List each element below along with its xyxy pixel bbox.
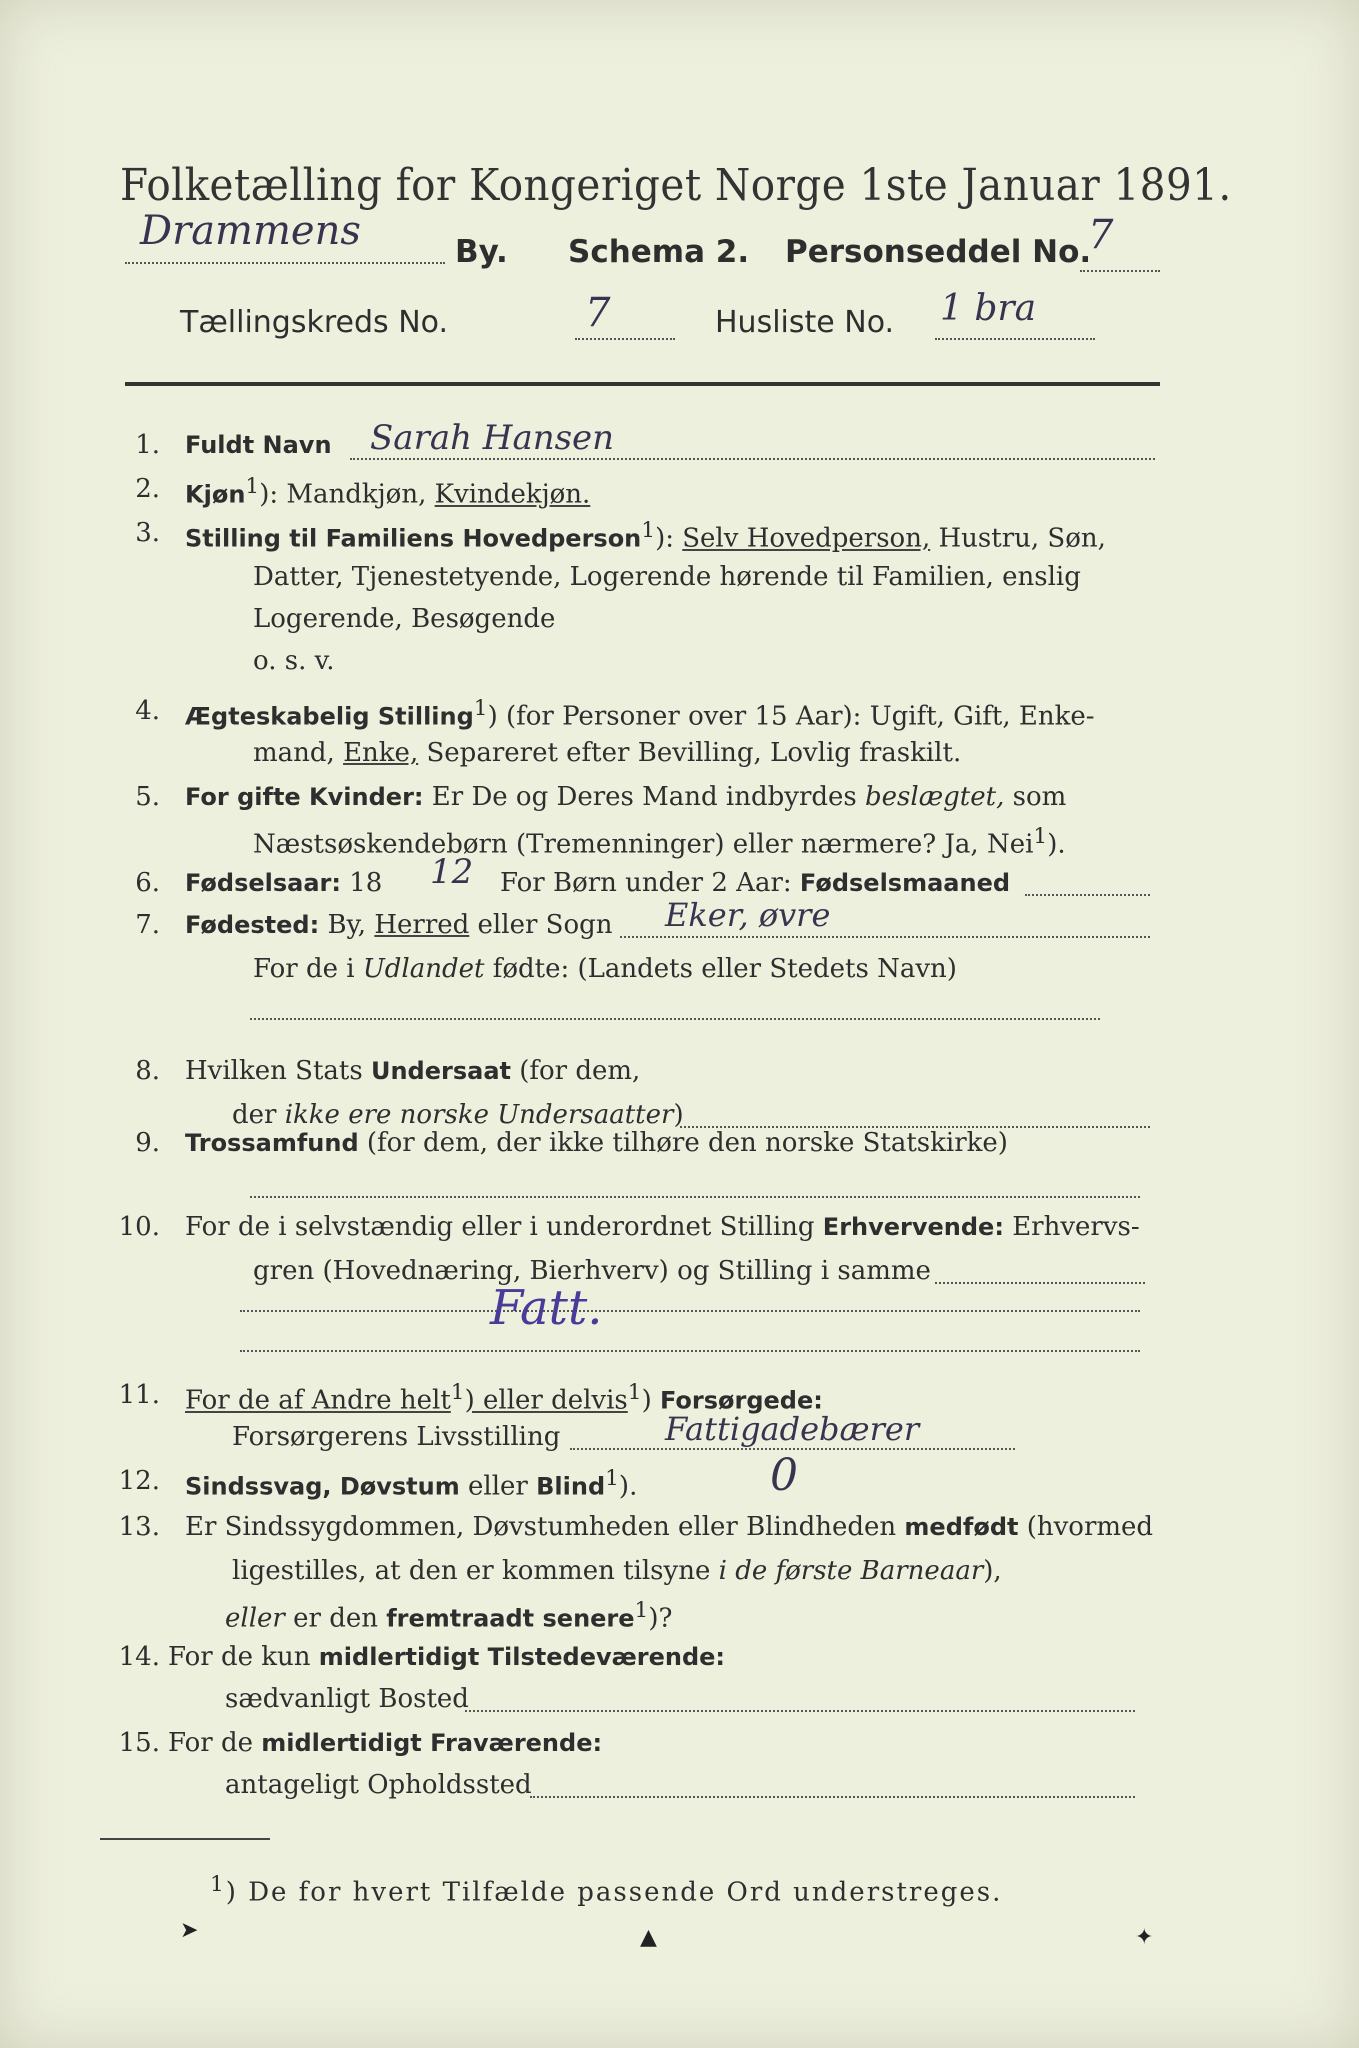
q7-line2: [253, 954, 957, 984]
q12-rest: eller: [459, 1471, 537, 1502]
footnote-rule: [100, 1838, 270, 1840]
q3-label: Stilling til Familiens Hovedperson: [185, 524, 642, 553]
q7-label: Fødested:: [185, 911, 320, 939]
q10-number: 10.: [118, 1212, 160, 1242]
q11-number: 11.: [118, 1380, 160, 1410]
q8-pre: Hvilken Stats: [185, 1056, 371, 1086]
q3-sup: 1: [641, 518, 656, 543]
q14-pre: For de kun: [168, 1642, 319, 1672]
footnote-sup: 1: [210, 1872, 226, 1897]
q10-answer: Fatt.: [490, 1280, 603, 1336]
q12-label2: Blind: [536, 1472, 606, 1501]
q5-line2-text: Næstsøskendebørn (Tremenninger) eller nærmere? Ja, Nei: [253, 829, 1034, 860]
q13-line2-italic: i de første Barneaar: [718, 1556, 984, 1586]
q5-italic: beslægtet,: [865, 782, 1005, 812]
q2-rest: ): Mandkjøn,: [259, 479, 435, 510]
q15-label: midlertidigt Fraværende:: [261, 1729, 603, 1757]
q6-rest: 18: [341, 868, 383, 898]
q13-line2-post: ),: [983, 1556, 1002, 1586]
q2-text: [185, 474, 590, 510]
q2-label: Kjøn: [185, 480, 246, 509]
q3-text: [185, 518, 1106, 554]
schema-label: Schema 2.: [568, 234, 750, 270]
q7-text: [185, 910, 613, 940]
q13-line3-sup: 1: [634, 1598, 649, 1623]
personseddel-label: Personseddel No.: [785, 234, 1092, 270]
q6-after: [500, 868, 1010, 898]
q6-text: [185, 868, 382, 898]
q5-line2: [253, 824, 1066, 860]
q9-number: 9.: [135, 1128, 160, 1158]
q8-number: 8.: [135, 1056, 160, 1086]
q13-text: [185, 1512, 1153, 1542]
q4-label: Ægteskabelig Stilling: [185, 702, 474, 731]
q1-text: [185, 430, 332, 460]
q5-after: som: [1004, 782, 1067, 812]
q10-dotted-line-3: [240, 1350, 1140, 1352]
q13-rest: (hvormed: [1018, 1512, 1154, 1542]
q5-line2-sup: 1: [1033, 824, 1048, 849]
q11-rest: ): [641, 1385, 660, 1416]
kreds-number: 7: [585, 290, 611, 336]
q6-label: Fødselsaar:: [185, 869, 341, 897]
q10-line2: gren (Hovednæring, Bierhverv) og Stilling i samme: [253, 1256, 931, 1286]
q14-text: [168, 1642, 725, 1672]
q1-label: Fuldt Navn: [185, 431, 332, 459]
q12-number: 12.: [118, 1466, 160, 1496]
q14-label: midlertidigt Tilstedeværende:: [318, 1643, 726, 1671]
q13-line2-pre: ligestilles, at den er kommen tilsyne: [232, 1556, 719, 1586]
q8-line2-italic: ikke ere norske Undersaatter: [284, 1100, 674, 1130]
q11-line2: Forsørgerens Livsstilling: [232, 1422, 561, 1452]
q12-after: ).: [618, 1471, 638, 1502]
personseddel-number: 7: [1088, 212, 1114, 258]
q3-line4: o. s. v.: [253, 646, 335, 676]
q4-number: 4.: [135, 696, 160, 726]
kreds-label: Tællingskreds No.: [180, 305, 448, 340]
q8-rest: (for dem,: [510, 1056, 641, 1086]
q10-text: [185, 1212, 1140, 1242]
kreds-dotted-line: [575, 338, 675, 340]
personseddel-dotted-line: [1080, 270, 1160, 272]
q8-line2-post: ): [673, 1100, 684, 1130]
registration-mark-center: ▲: [640, 1925, 657, 1950]
q15-text: [168, 1728, 602, 1758]
q9-label: Trossamfund: [185, 1129, 359, 1157]
q5-label: For gifte Kvinder:: [185, 783, 424, 811]
q7-rest: By,: [319, 910, 375, 940]
q4-rest: ) (for Personer over 15 Aar): Ugift, Gift, Enke-: [487, 701, 1095, 732]
q15-line2: antageligt Opholdssted: [225, 1770, 532, 1800]
q7-line2-post: fødte: (Landets eller Stedets Navn): [484, 954, 957, 984]
husliste-dotted-line: [935, 338, 1095, 340]
q11-answer: Fattigadebærer: [665, 1410, 920, 1448]
q3-underlined: Selv Hovedperson,: [682, 523, 931, 554]
q3-line2: Datter, Tjenestetyende, Logerende hørende til Familien, enslig: [253, 562, 1081, 592]
q13-number: 13.: [118, 1512, 160, 1542]
q7-after: eller Sogn: [469, 910, 613, 940]
q11-label: Forsørgede:: [659, 1386, 823, 1415]
q13-line2: [232, 1556, 1002, 1586]
q15-pre: For de: [168, 1728, 262, 1758]
q11-sup2: 1: [627, 1380, 642, 1405]
q11-sup: 1: [450, 1380, 465, 1405]
q15-number: 15.: [118, 1728, 160, 1758]
city-dotted-line: [125, 262, 445, 264]
q13-line3-italic: eller: [225, 1603, 285, 1634]
q8-text: [185, 1056, 640, 1086]
q7-line2-pre: For de i: [253, 954, 363, 984]
footnote-text: ) De for hvert Tilfælde passende Ord understreges.: [225, 1877, 1003, 1908]
q14-dotted-line: [465, 1710, 1135, 1712]
q13-pre: Er Sindssygdommen, Døvstumheden eller Blindheden: [185, 1512, 905, 1542]
q2-sup: 1: [245, 474, 260, 499]
form-title: Folketælling for Kongeriget Norge 1ste Januar 1891.: [120, 160, 1232, 211]
q5-number: 5.: [135, 782, 160, 812]
q5-rest: Er De og Deres Mand indbyrdes: [423, 782, 866, 812]
q12-sup: 1: [605, 1466, 619, 1491]
q13-line3-bold: fremtraadt senere: [386, 1604, 635, 1633]
q13-label: medfødt: [904, 1513, 1019, 1541]
q1-answer: Sarah Hansen: [370, 418, 615, 458]
q4-line2-post: Separeret efter Bevilling, Lovlig fraskilt.: [418, 738, 962, 768]
q2-number: 2.: [135, 474, 160, 504]
q8-label: Undersaat: [370, 1057, 511, 1085]
q10-pre: For de i selvstændig eller i underordnet Stilling: [185, 1212, 823, 1242]
q6-after-text: For Børn under 2 Aar:: [500, 868, 800, 898]
q11-mid: ) eller delvis: [464, 1385, 628, 1416]
q13-line3-post: )?: [648, 1603, 673, 1634]
q4-text: [185, 696, 1095, 732]
q4-line2: [253, 738, 961, 768]
q3-number: 3.: [135, 518, 160, 548]
q4-underlined: Enke,: [343, 738, 419, 768]
q7-underlined: Herred: [374, 910, 470, 940]
q4-line2-pre: mand,: [253, 738, 344, 768]
q12-text: [185, 1466, 637, 1502]
q1-number: 1.: [135, 430, 160, 460]
q6-dotted-line: [1025, 894, 1150, 896]
q8-line2-pre: der: [232, 1100, 285, 1130]
q7-number: 7.: [135, 910, 160, 940]
q3-after: Hustru, Søn,: [930, 523, 1106, 554]
q3-line3: Logerende, Besøgende: [253, 604, 556, 634]
q7-dotted-line: [620, 936, 1150, 938]
city-handwritten: Drammens: [140, 208, 361, 254]
q10-dotted-line-2: [240, 1310, 1140, 1312]
registration-mark-right: ✦: [1135, 1925, 1154, 1950]
husliste-number: 1 bra: [940, 288, 1037, 329]
q7-dotted-line-2: [250, 1018, 1100, 1020]
q6-label2: Fødselsmaaned: [799, 869, 1011, 897]
by-label: By.: [455, 234, 508, 270]
q14-number: 14.: [118, 1642, 160, 1672]
q3-rest: ):: [655, 523, 683, 554]
registration-mark-left: ➤: [180, 1918, 199, 1943]
q11-pre: For de af Andre helt: [185, 1385, 451, 1416]
q4-sup: 1: [473, 696, 488, 721]
q8-line2: [232, 1100, 684, 1130]
husliste-label: Husliste No.: [715, 305, 895, 340]
q9-dotted-line: [250, 1196, 1140, 1198]
q12-label: Sindssvag, Døvstum: [185, 1472, 460, 1501]
q12-answer: 0: [770, 1450, 798, 1501]
q10-label: Erhvervende:: [822, 1213, 1004, 1241]
q6-answer: 12: [430, 852, 474, 892]
q10-dotted-line: [935, 1282, 1145, 1284]
q10-rest: Erhvervs-: [1003, 1212, 1140, 1242]
q9-rest: (for dem, der ikke tilhøre den norske Statskirke): [358, 1128, 1008, 1158]
q2-underlined: Kvindekjøn.: [434, 479, 591, 510]
q6-number: 6.: [135, 868, 160, 898]
header-rule: [125, 382, 1160, 386]
q13-line3-pre: er den: [284, 1603, 387, 1634]
q5-text: [185, 782, 1066, 812]
footnote: [210, 1872, 1002, 1908]
q15-dotted-line: [530, 1796, 1135, 1798]
q5-line2-end: ).: [1047, 829, 1066, 860]
q7-answer: Eker, øvre: [665, 896, 831, 934]
q13-line3: [225, 1598, 672, 1634]
q9-text: [185, 1128, 1008, 1158]
q1-dotted-line: [350, 458, 1155, 460]
q14-line2: sædvanligt Bosted: [225, 1684, 469, 1714]
q7-line2-italic: Udlandet: [362, 954, 485, 984]
